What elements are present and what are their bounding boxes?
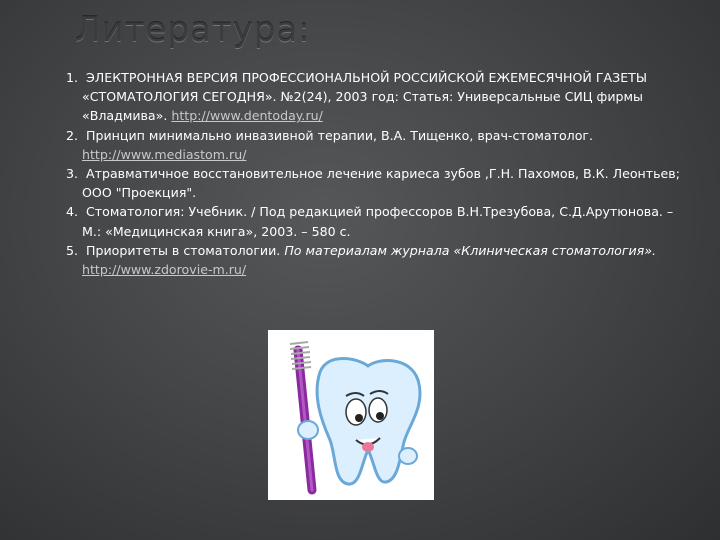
page-title: Литература: [75, 10, 311, 50]
reference-number: 4. [66, 204, 79, 220]
tooth-with-toothbrush-icon [268, 330, 434, 500]
reference-list [50, 68, 690, 279]
reference-link[interactable]: http://www.mediastom.ru/ [82, 146, 247, 162]
reference-text: ЭЛЕКТРОННАЯ ВЕРСИЯ ПРОФЕССИОНАЛЬНОЙ РОССИЙСКОЙ ЕЖЕМЕСЯЧНОЙ ГАЗЕТЫ «СТОМАТОЛОГИЯ СЕГОДНЯ». №2(24), 2003 год: Статья: Универсальные СИЦ фирмы «Владмива». [82, 70, 647, 124]
reference-link[interactable]: http://www.dentoday.ru/ [171, 108, 323, 124]
reference-item [50, 202, 690, 240]
reference-item [50, 126, 690, 164]
reference-item [50, 164, 690, 202]
reference-number: 2. [66, 127, 79, 143]
reference-text: Принцип минимально инвазивной терапии, В.А. Тищенко, врач-стоматолог. [86, 127, 594, 143]
reference-link[interactable]: http://www.zdorovie-m.ru/ [82, 262, 247, 278]
reference-text: Приоритеты в стоматологии. [86, 242, 281, 258]
reference-item [50, 241, 690, 279]
reference-text: Стоматология: Учебник. / Под редакцией профессоров В.Н.Трезубова, С.Д.Арутюнова. – М.: «Медицинская книга», 2003. – 580 с. [82, 204, 674, 239]
reference-italic-text: По материалам журнала «Клиническая стоматология». [284, 242, 657, 258]
reference-item [50, 68, 690, 126]
reference-number: 5. [66, 242, 79, 258]
reference-number: 3. [66, 166, 79, 182]
reference-number: 1. [66, 70, 79, 85]
reference-text: Атравматичное восстановительное лечение кариеса зубов ,Г.Н. Пахомов, В.К. Леонтьев; ООО "Проекция". [82, 166, 680, 201]
tooth-clipart [268, 330, 434, 500]
